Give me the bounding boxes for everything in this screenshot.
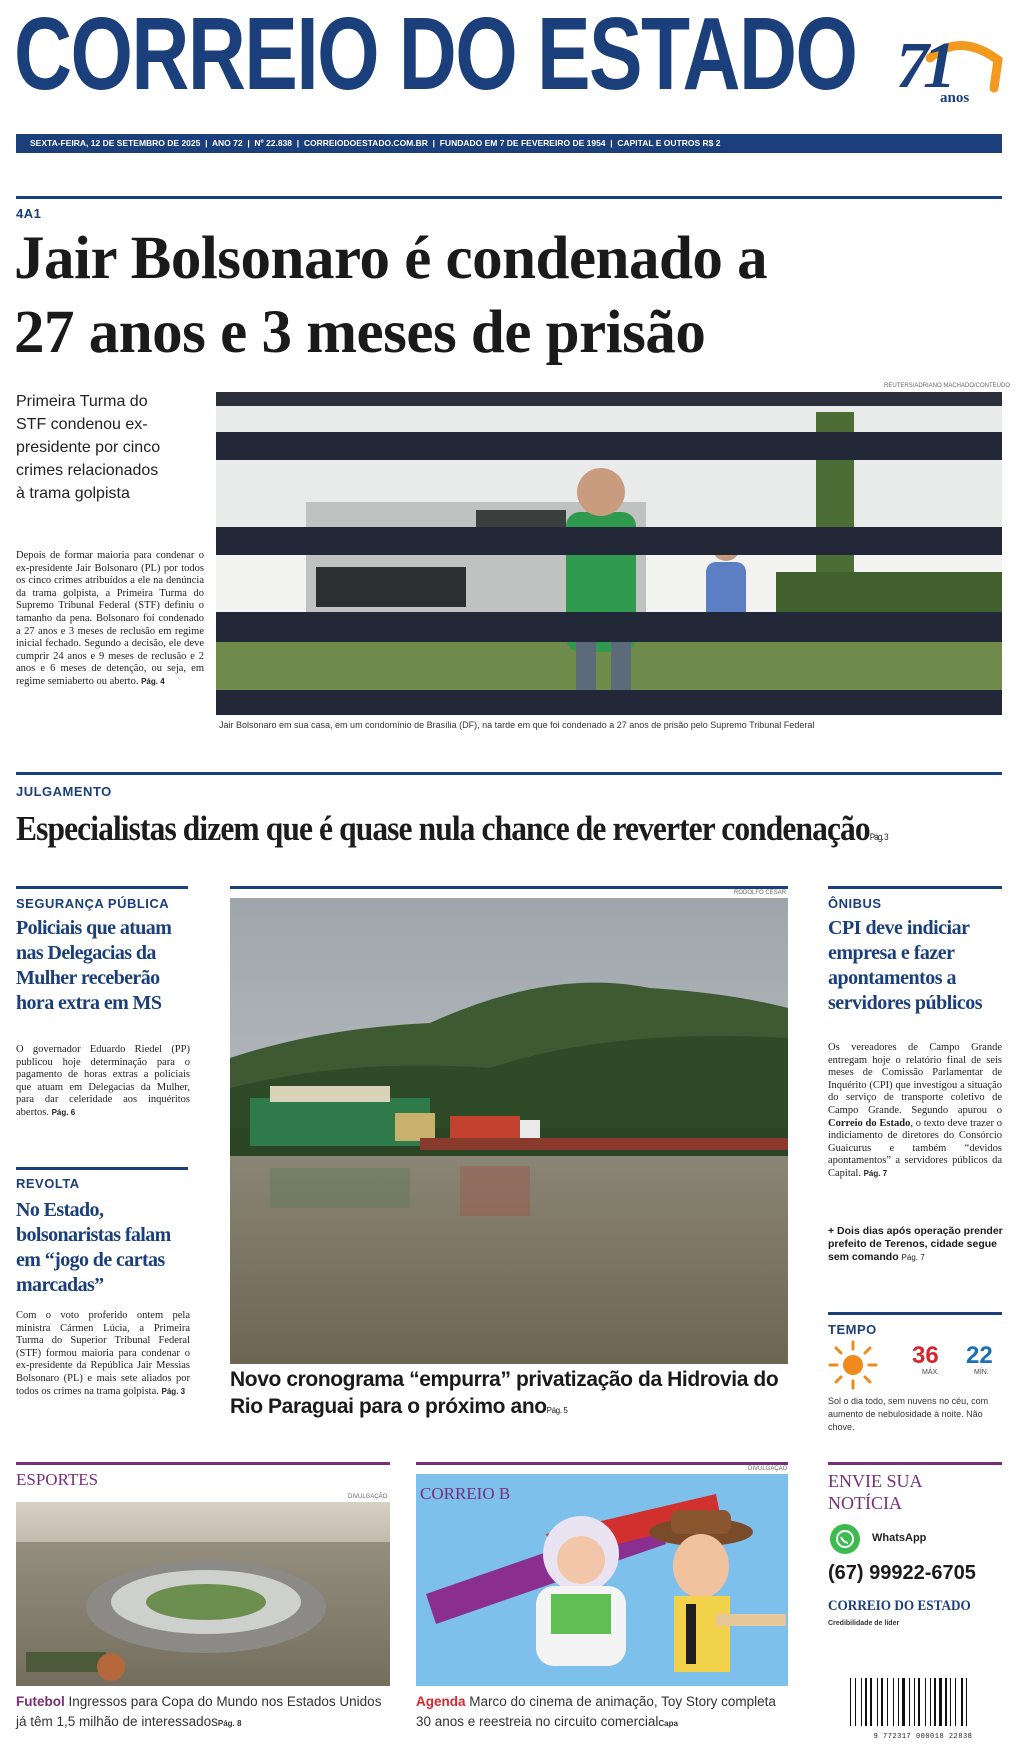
center-page-ref[interactable]: Pág. 5 bbox=[546, 1406, 568, 1415]
temp-max: 36 bbox=[912, 1342, 939, 1369]
correio-b-label: Agenda bbox=[416, 1694, 466, 1709]
temp-max-label: MÁX. bbox=[922, 1369, 940, 1376]
barcode-bar bbox=[898, 1678, 899, 1726]
revolta-page-ref[interactable]: Pág. 3 bbox=[161, 1386, 186, 1396]
temp-min: 22 bbox=[966, 1342, 993, 1369]
lead-body bbox=[16, 550, 204, 689]
revolta-kicker: REVOLTA bbox=[16, 1176, 80, 1191]
section-rule bbox=[16, 196, 1002, 199]
onibus-body-text: Os vereadores de Campo Grande entregam hoje o relatório final de seis meses de Comissão Parlamentar de Inquérito (CPI) que investigou a situação do serviço de transporte coletivo de Campo Grande. Segundo apurou o bbox=[828, 1042, 1002, 1116]
barcode-bar bbox=[914, 1678, 915, 1726]
lead-kicker: 4A1 bbox=[16, 206, 42, 221]
onibus-headline: CPI deve indiciar empresa e fazer apontamentos a servidores públicos bbox=[828, 917, 983, 1014]
barcode-bar bbox=[887, 1678, 888, 1726]
section-rule bbox=[16, 772, 1002, 775]
esportes-text: Ingressos para Copa do Mundo nos Estados Unidos já têm 1,5 milhão de interessados bbox=[16, 1694, 382, 1729]
correio-b-section: CORREIO B bbox=[420, 1484, 511, 1503]
barcode-bar bbox=[918, 1678, 920, 1726]
barcode-bar bbox=[855, 1678, 856, 1726]
section-rule bbox=[230, 886, 788, 889]
seguranca-kicker: SEGURANÇA PÚBLICA bbox=[16, 896, 170, 911]
barcode-bar bbox=[950, 1678, 951, 1726]
envie-brand: CORREIO DO ESTADO bbox=[828, 1598, 971, 1614]
lead-page-ref[interactable]: Pág. 4 bbox=[141, 676, 165, 686]
whatsapp-glyph-icon bbox=[830, 1524, 860, 1554]
lead-body-text: Depois de formar maioria para condenar o ex-presidente Jair Bolsonaro (PL) por todos os cinco crimes atribuídos a ele na denúncia da trama golpista, a Primeira Turma do Supremo Tribunal Federal (STF) definiu o tamanho da pena. Bolsonaro foi condenado a 27 anos e 3 meses de reclusão em regime inicial fechado. Segundo a decisão, ele deve cumprir 24 anos e 9 meses de reclusão e 2 anos e 6 meses de detenção, ou seja, em regime semiaberto ou aberto. bbox=[16, 550, 204, 687]
sun-icon-svg bbox=[826, 1338, 880, 1392]
onibus-bullet-ref[interactable]: Pág. 7 bbox=[901, 1253, 925, 1262]
stadium-aerial-photo bbox=[16, 1502, 390, 1686]
barcode-bar bbox=[881, 1678, 883, 1726]
section-rule bbox=[16, 1167, 188, 1170]
julgamento-headline-text: Especialistas dizem que é quase nula chance de reverter condenação bbox=[16, 809, 870, 848]
revolta-body-text: Com o voto proferido ontem pela ministra Cármen Lúcia, a Primeira Turma do Superior Tribunal Federal (STF) formou maioria para condenar o ex-presidente da República Jair Messias Bolsonaro (PL) e mais sete aliados por todos os crimes na trama golpista. bbox=[16, 1310, 190, 1397]
whatsapp-icon bbox=[830, 1524, 860, 1554]
seguranca-body bbox=[16, 1044, 190, 1120]
barcode-bar bbox=[961, 1678, 963, 1726]
barcode-bar bbox=[850, 1678, 851, 1726]
onibus-body-brand: Correio do Estado bbox=[828, 1117, 911, 1129]
lead-photo bbox=[216, 392, 1002, 715]
barcode-bar bbox=[955, 1678, 956, 1726]
dateline-year: ANO 72 bbox=[211, 138, 243, 148]
anniversary-number: 71 bbox=[896, 29, 950, 102]
seguranca-page-ref[interactable]: Pág. 6 bbox=[51, 1107, 76, 1117]
correio-b-photo-credit: DIVULGAÇÃO bbox=[748, 1466, 788, 1472]
section-rule bbox=[828, 1312, 1002, 1315]
sun-icon bbox=[826, 1338, 880, 1392]
whatsapp-phone[interactable]: (67) 99922-6705 bbox=[828, 1562, 976, 1584]
dateline-price: CAPITAL E OUTROS R$ 2 bbox=[617, 138, 721, 148]
seguranca-body-text: O governador Eduardo Riedel (PP) publicou hoje determinação para o pagamento de horas extras a policiais que atuam em Delegacias da Mulher, para dar celeridade aos inquéritos abertos. bbox=[16, 1044, 190, 1118]
bolsonaro-house-photo bbox=[216, 392, 1002, 715]
barcode-bar bbox=[893, 1678, 894, 1726]
barcode-bar bbox=[870, 1678, 872, 1726]
weather-kicker: TEMPO bbox=[828, 1322, 877, 1337]
anniversary-label: anos bbox=[940, 90, 970, 106]
julgamento-headline bbox=[16, 808, 888, 858]
julgamento-kicker: JULGAMENTO bbox=[16, 784, 112, 799]
barcode bbox=[848, 1678, 998, 1740]
esportes-label: Futebol bbox=[16, 1694, 65, 1709]
lead-photo-credit: REUTERS/ADRIANO MACHADO/CONTEÚDO bbox=[884, 383, 1011, 389]
envie-title: ENVIE SUA NOTÍCIA bbox=[828, 1471, 922, 1513]
dateline-date: SEXTA-FEIRA, 12 DE SETEMBRO DE 2025 bbox=[30, 138, 201, 148]
section-rule bbox=[828, 1462, 1002, 1465]
temp-min-label: MÍN. bbox=[974, 1369, 989, 1376]
dateline-founded: FUNDADO EM 7 DE FEVEREIRO DE 1954 bbox=[439, 138, 606, 148]
center-headline-text: Novo cronograma “empurra” privatização da Hidrovia do Rio Paraguai para o próximo ano bbox=[230, 1368, 779, 1418]
lead-headline-line1: Jair Bolsonaro é condenado a bbox=[14, 225, 768, 292]
barcode-bar bbox=[902, 1678, 905, 1726]
lead-photo-caption: Jair Bolsonaro em sua casa, em um condomínio de Brasília (DF), na tarde em que foi condenado a 27 anos de prisão pelo Supremo Tribunal Federal bbox=[219, 720, 815, 730]
onibus-kicker: ÔNIBUS bbox=[828, 896, 882, 911]
esportes-page-ref[interactable]: Pág. 8 bbox=[217, 1719, 242, 1728]
barcode-bar bbox=[909, 1678, 910, 1726]
barcode-bar bbox=[945, 1678, 947, 1726]
toy-story-photo bbox=[416, 1474, 788, 1686]
lead-deck: Primeira Turma do STF condenou ex-presidente por cinco crimes relacionados à trama golpista bbox=[16, 393, 161, 502]
dateline-website[interactable]: CORREIODOESTADO.COM.BR bbox=[303, 138, 428, 148]
correio-b-text: Marco do cinema de animação, Toy Story completa 30 anos e reestreia no circuito comercial bbox=[416, 1694, 776, 1729]
revolta-headline: No Estado, bolsonaristas falam em “jogo de cartas marcadas” bbox=[16, 1199, 171, 1296]
center-photo-credit: RODOLFO CESAR bbox=[734, 890, 787, 896]
dateline-bar: SEXTA-FEIRA, 12 DE SETEMBRO DE 2025 | ANO 72 | Nº 22.838 | CORREIODOESTADO.COM.BR | FUNDADO EM 7 DE FEVEREIRO DE 1954 | CAPITAL E OUTROS R$ 2 bbox=[16, 134, 1002, 153]
correio-b-caption bbox=[416, 1692, 792, 1734]
onibus-bullet[interactable] bbox=[828, 1225, 1004, 1264]
onibus-bullet-text: + Dois dias após operação prender prefeito de Terenos, cidade segue sem comando bbox=[828, 1225, 1003, 1263]
barcode-bar bbox=[865, 1678, 867, 1726]
barcode-number: 9 772317 000018 22838 bbox=[873, 1733, 973, 1741]
envie-tagline: Credibilidade de líder bbox=[828, 1620, 900, 1627]
weather-text: Sol o dia todo, sem nuvens no céu, com aumento de nebulosidade à noite. Não chove. bbox=[828, 1396, 989, 1432]
section-rule bbox=[416, 1462, 788, 1465]
barcode-bar bbox=[966, 1678, 967, 1726]
barcode-bar bbox=[939, 1678, 942, 1726]
center-headline bbox=[230, 1366, 790, 1424]
barcode-bar bbox=[861, 1678, 862, 1726]
revolta-body bbox=[16, 1310, 190, 1398]
section-rule bbox=[828, 886, 1002, 889]
river-barge-photo bbox=[230, 898, 788, 1364]
barcode-bar bbox=[934, 1678, 936, 1726]
esportes-photo bbox=[16, 1502, 390, 1686]
julgamento-page-ref[interactable]: Pág. 3 bbox=[869, 832, 888, 842]
esportes-caption bbox=[16, 1692, 394, 1734]
whatsapp-label: WhatsApp bbox=[872, 1532, 927, 1544]
barcode-bar bbox=[930, 1678, 931, 1726]
lead-headline-line2: 27 anos e 3 meses de prisão bbox=[14, 299, 706, 366]
section-rule bbox=[16, 886, 188, 889]
barcode-image bbox=[848, 1678, 998, 1728]
barcode-bar bbox=[925, 1678, 926, 1726]
dateline-edition: Nº 22.838 bbox=[254, 138, 293, 148]
onibus-body-text-end: , o texto deve trazer o indiciamento de diretores do Consórcio Guaicurus e também “devidos apontamentos” a servidores públicos da Capital. bbox=[828, 1117, 1002, 1179]
masthead bbox=[0, 0, 1024, 160]
esportes-section: ESPORTES bbox=[16, 1470, 99, 1489]
anniversary-badge bbox=[890, 20, 1010, 120]
center-photo bbox=[230, 898, 788, 1364]
masthead-title: CORREIO DO ESTADO bbox=[14, 0, 857, 111]
seguranca-headline: Policiais que atuam nas Delegacias da Mulher receberão hora extra em MS bbox=[16, 917, 172, 1014]
section-rule bbox=[16, 1462, 390, 1465]
esportes-photo-credit: DIVULGAÇÃO bbox=[348, 1494, 388, 1500]
onibus-page-ref[interactable]: Pág. 7 bbox=[863, 1168, 888, 1178]
barcode-bar bbox=[877, 1678, 878, 1726]
correio-b-page-ref[interactable]: Capa bbox=[658, 1719, 678, 1728]
lead-headline bbox=[14, 222, 767, 370]
correio-b-photo bbox=[416, 1474, 788, 1686]
onibus-body bbox=[828, 1042, 1002, 1181]
